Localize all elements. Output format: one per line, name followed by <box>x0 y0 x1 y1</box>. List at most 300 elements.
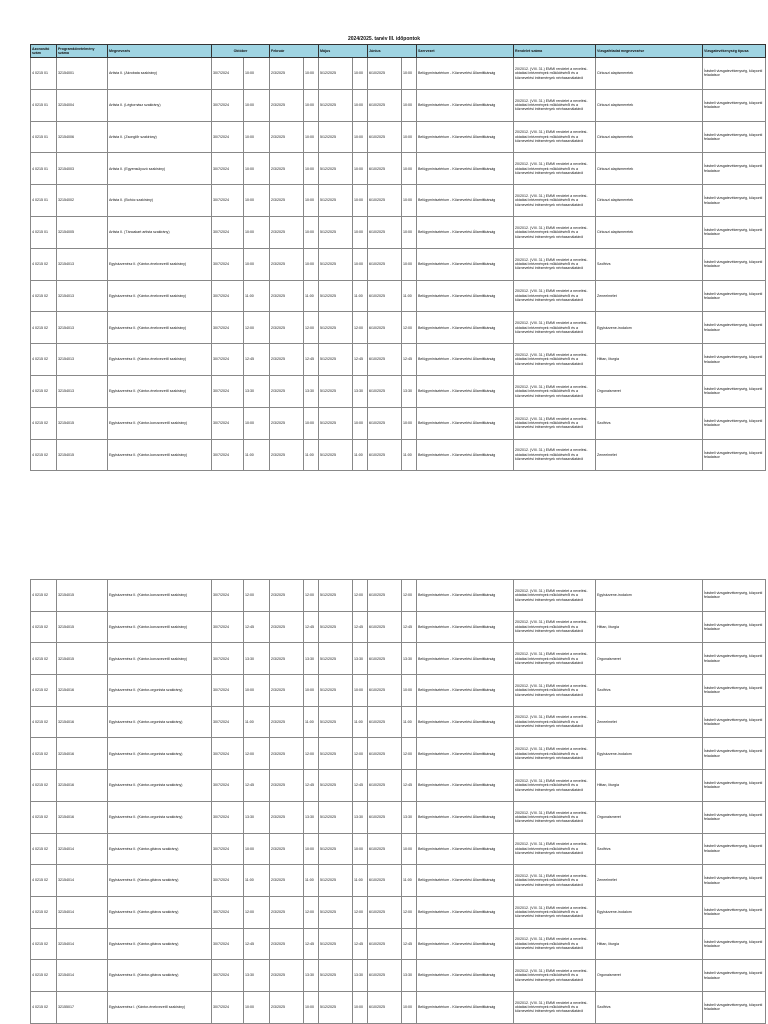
cell-szervezet: Belügyminisztérium - Köznevelési Államtitkárság <box>417 738 514 770</box>
cell-megnevezes: Egyházzenész II. (Kántor-korusvezető szakirány) <box>108 611 212 643</box>
cell-junius-time: 10:00 <box>402 991 417 1023</box>
cell-majus-date: 5/12/2025 <box>319 738 353 770</box>
cell-oktober-time: 10:00 <box>244 248 270 280</box>
cell-februar-date: 2/3/2025 <box>270 185 304 217</box>
cell-junius-time: 13:30 <box>402 643 417 675</box>
cell-programkovetelmeny: 32154016 <box>57 801 108 833</box>
cell-februar-time: 10:00 <box>304 833 319 865</box>
cell-oktober-date: 30/7/2024 <box>212 928 244 960</box>
cell-majus-time: 11:00 <box>353 865 368 897</box>
cell-azonosito: 4 0215 02 <box>31 706 57 738</box>
cell-programkovetelmeny: 32154005 <box>57 216 108 248</box>
cell-majus-date: 5/12/2025 <box>319 706 353 738</box>
cell-vizsgafeladat: Szolfézs <box>596 248 703 280</box>
cell-programkovetelmeny: 32154006 <box>57 121 108 153</box>
cell-majus-time: 10:00 <box>353 248 368 280</box>
cell-szervezet: Belügyminisztérium - Köznevelési Államtitkárság <box>417 770 514 802</box>
cell-szervezet: Belügyminisztérium - Köznevelési Államtitkárság <box>417 675 514 707</box>
cell-megnevezes: Artista II. (Zsonglőr szakirány) <box>108 121 212 153</box>
cell-februar-date: 2/3/2025 <box>270 801 304 833</box>
cell-oktober-time: 12:45 <box>244 770 270 802</box>
cell-programkovetelmeny: 32154013 <box>57 312 108 344</box>
cell-vizsgafeladat: Szolfézs <box>596 833 703 865</box>
cell-majus-time: 10:00 <box>353 991 368 1023</box>
cell-azonosito: 4 0215 02 <box>31 738 57 770</box>
cell-oktober-date: 30/7/2024 <box>212 89 244 121</box>
page-title: 2024/2025. tanév III. időpontok <box>348 36 420 42</box>
cell-februar-date: 2/3/2025 <box>270 248 304 280</box>
cell-programkovetelmeny: 32154002 <box>57 185 108 217</box>
table-row <box>31 960 766 992</box>
cell-februar-date: 2/3/2025 <box>270 216 304 248</box>
cell-vizsgafeladat: Hittan, liturgia <box>596 928 703 960</box>
cell-megnevezes: Egyházzenész II. (Kántor-gitáros szakirány) <box>108 833 212 865</box>
cell-megnevezes: Egyházzenész II. (Kántor-énekvezető szakirány) <box>108 344 212 376</box>
cell-azonosito: 4 0215 02 <box>31 375 57 407</box>
table-row <box>31 375 766 407</box>
cell-programkovetelmeny: 32154004 <box>57 89 108 121</box>
cell-oktober-date: 30/7/2024 <box>212 896 244 928</box>
cell-oktober-time: 10:00 <box>244 407 270 439</box>
cell-majus-time: 10:00 <box>353 153 368 185</box>
cell-junius-date: 6/10/2025 <box>368 280 402 312</box>
table-row <box>31 248 766 280</box>
cell-junius-date: 6/10/2025 <box>368 439 402 471</box>
cell-majus-date: 5/12/2025 <box>319 58 353 90</box>
cell-rendelet: 20/2012. (VIII. 31.) EMMI rendelet a nevelési-oktatási intézmények működéséről és a köznevelési intézmények névhasználatáról <box>514 833 596 865</box>
cell-vizsgafeladat: Szolfézs <box>596 991 703 1023</box>
cell-rendelet: 20/2012. (VIII. 31.) EMMI rendelet a nevelési-oktatási intézmények működéséről és a köznevelési intézmények névhasználatáról <box>514 312 596 344</box>
cell-programkovetelmeny: 32154014 <box>57 833 108 865</box>
cell-vizsgafeladat: Szolfézs <box>596 675 703 707</box>
cell-junius-time: 12:00 <box>402 580 417 612</box>
cell-junius-time: 10:00 <box>402 89 417 121</box>
cell-rendelet: 20/2012. (VIII. 31.) EMMI rendelet a nevelési-oktatási intézmények működéséről és a köznevelési intézmények névhasználatáról <box>514 407 596 439</box>
cell-majus-date: 5/12/2025 <box>319 801 353 833</box>
cell-vizsgafeladat: Cirkuszi alapismeretek <box>596 89 703 121</box>
cell-februar-date: 2/3/2025 <box>270 375 304 407</box>
cell-majus-date: 5/12/2025 <box>319 611 353 643</box>
cell-rendelet: 20/2012. (VIII. 31.) EMMI rendelet a nevelési-oktatási intézmények működéséről és a köznevelési intézmények névhasználatáról <box>514 706 596 738</box>
cell-februar-date: 2/3/2025 <box>270 611 304 643</box>
cell-vizsgafeladat: Zeneelmélet <box>596 706 703 738</box>
cell-majus-date: 5/12/2025 <box>319 280 353 312</box>
cell-vizsgafeladat: Zeneelmélet <box>596 280 703 312</box>
exam-schedule-table-continued <box>30 579 766 1024</box>
cell-szervezet: Belügyminisztérium - Köznevelési Államtitkárság <box>417 344 514 376</box>
cell-vizsgatevekenyseg: Írásbeli vizsgatevékenység, központi feladatsor <box>703 375 766 407</box>
cell-vizsgafeladat: Orgonaismeret <box>596 643 703 675</box>
cell-oktober-date: 30/7/2024 <box>212 865 244 897</box>
cell-majus-time: 12:45 <box>353 770 368 802</box>
cell-oktober-time: 12:00 <box>244 896 270 928</box>
cell-februar-time: 12:00 <box>304 580 319 612</box>
cell-szervezet: Belügyminisztérium - Köznevelési Államtitkárság <box>417 865 514 897</box>
cell-junius-date: 6/10/2025 <box>368 216 402 248</box>
cell-azonosito: 4 0215 02 <box>31 960 57 992</box>
cell-programkovetelmeny: 32154013 <box>57 280 108 312</box>
cell-oktober-date: 30/7/2024 <box>212 121 244 153</box>
cell-februar-date: 2/3/2025 <box>270 312 304 344</box>
cell-oktober-date: 30/7/2024 <box>212 248 244 280</box>
cell-februar-time: 10:00 <box>304 121 319 153</box>
cell-oktober-time: 10:00 <box>244 185 270 217</box>
cell-junius-time: 11:00 <box>402 706 417 738</box>
cell-junius-time: 13:30 <box>402 960 417 992</box>
table-row <box>31 801 766 833</box>
header-majus: Május <box>319 45 368 58</box>
cell-vizsgafeladat: Egyházzene-irodalom <box>596 312 703 344</box>
exam-schedule-table <box>30 44 766 471</box>
cell-februar-date: 2/3/2025 <box>270 89 304 121</box>
cell-oktober-time: 10:00 <box>244 216 270 248</box>
cell-programkovetelmeny: 32154015 <box>57 407 108 439</box>
cell-majus-time: 10:00 <box>353 185 368 217</box>
cell-junius-date: 6/10/2025 <box>368 801 402 833</box>
cell-rendelet: 20/2012. (VIII. 31.) EMMI rendelet a nevelési-oktatási intézmények működéséről és a köznevelési intézmények névhasználatáról <box>514 991 596 1023</box>
cell-megnevezes: Egyházzenész II. (Kántor-korusvezető szakirány) <box>108 407 212 439</box>
cell-oktober-date: 30/7/2024 <box>212 675 244 707</box>
cell-vizsgatevekenyseg: Írásbeli vizsgatevékenység, központi feladatsor <box>703 153 766 185</box>
cell-junius-time: 10:00 <box>402 185 417 217</box>
cell-azonosito: 4 0215 02 <box>31 312 57 344</box>
cell-megnevezes: Egyházzenész II. (Kántor-orgonista szakirány) <box>108 738 212 770</box>
cell-junius-date: 6/10/2025 <box>368 770 402 802</box>
cell-oktober-date: 30/7/2024 <box>212 312 244 344</box>
cell-oktober-time: 12:45 <box>244 928 270 960</box>
cell-junius-time: 10:00 <box>402 58 417 90</box>
cell-majus-date: 5/12/2025 <box>319 928 353 960</box>
cell-majus-date: 5/12/2025 <box>319 121 353 153</box>
cell-junius-time: 12:00 <box>402 312 417 344</box>
table-body <box>31 58 766 471</box>
cell-majus-date: 5/12/2025 <box>319 216 353 248</box>
cell-szervezet: Belügyminisztérium - Köznevelési Államtitkárság <box>417 896 514 928</box>
cell-megnevezes: Egyházzenész II. (Kántor-gitáros szakirány) <box>108 865 212 897</box>
cell-junius-time: 11:00 <box>402 280 417 312</box>
cell-vizsgafeladat: Orgonaismeret <box>596 960 703 992</box>
table-header-row <box>31 45 766 58</box>
cell-oktober-date: 30/7/2024 <box>212 643 244 675</box>
header-rendelet: Rendelet száma <box>514 45 596 58</box>
cell-rendelet: 20/2012. (VIII. 31.) EMMI rendelet a nevelési-oktatási intézmények működéséről és a köznevelési intézmények névhasználatáról <box>514 89 596 121</box>
cell-oktober-date: 30/7/2024 <box>212 280 244 312</box>
cell-majus-date: 5/12/2025 <box>319 153 353 185</box>
cell-megnevezes: Egyházzenész II. (Kántor-gitáros szakirány) <box>108 960 212 992</box>
cell-oktober-time: 12:45 <box>244 611 270 643</box>
cell-februar-time: 10:00 <box>304 407 319 439</box>
cell-szervezet: Belügyminisztérium - Köznevelési Államtitkárság <box>417 991 514 1023</box>
cell-vizsgafeladat: Cirkuszi alapismeretek <box>596 185 703 217</box>
cell-oktober-time: 13:30 <box>244 801 270 833</box>
cell-februar-time: 12:00 <box>304 738 319 770</box>
cell-majus-time: 11:00 <box>353 280 368 312</box>
header-oktober: Október <box>212 45 270 58</box>
cell-megnevezes: Egyházzenész II. (Kántor-gitáros szakirány) <box>108 928 212 960</box>
cell-vizsgatevekenyseg: Írásbeli vizsgatevékenység, központi feladatsor <box>703 801 766 833</box>
cell-majus-date: 5/12/2025 <box>319 865 353 897</box>
cell-azonosito: 4 0215 01 <box>31 153 57 185</box>
cell-februar-date: 2/3/2025 <box>270 991 304 1023</box>
cell-februar-date: 2/3/2025 <box>270 960 304 992</box>
cell-februar-time: 11:00 <box>304 280 319 312</box>
cell-oktober-time: 13:30 <box>244 375 270 407</box>
cell-programkovetelmeny: 32154015 <box>57 580 108 612</box>
cell-vizsgatevekenyseg: Írásbeli vizsgatevékenység, központi feladatsor <box>703 611 766 643</box>
cell-azonosito: 4 0215 02 <box>31 280 57 312</box>
cell-azonosito: 4 0215 02 <box>31 611 57 643</box>
cell-februar-time: 11:00 <box>304 439 319 471</box>
cell-megnevezes: Egyházzenész II. (Kántor-énekvezető szakirány) <box>108 248 212 280</box>
table-row <box>31 675 766 707</box>
cell-vizsgatevekenyseg: Írásbeli vizsgatevékenység, központi feladatsor <box>703 407 766 439</box>
cell-majus-time: 12:00 <box>353 738 368 770</box>
cell-rendelet: 20/2012. (VIII. 31.) EMMI rendelet a nevelési-oktatási intézmények működéséről és a köznevelési intézmények névhasználatáról <box>514 801 596 833</box>
cell-azonosito: 4 0215 02 <box>31 675 57 707</box>
cell-rendelet: 20/2012. (VIII. 31.) EMMI rendelet a nevelési-oktatási intézmények működéséről és a köznevelési intézmények névhasználatáról <box>514 896 596 928</box>
cell-majus-time: 10:00 <box>353 833 368 865</box>
table-row <box>31 185 766 217</box>
cell-junius-date: 6/10/2025 <box>368 991 402 1023</box>
cell-megnevezes: Artista II. (Légtornász szakirány) <box>108 89 212 121</box>
cell-majus-date: 5/12/2025 <box>319 770 353 802</box>
table-row <box>31 896 766 928</box>
cell-junius-date: 6/10/2025 <box>368 89 402 121</box>
cell-azonosito: 4 0215 02 <box>31 833 57 865</box>
cell-februar-date: 2/3/2025 <box>270 928 304 960</box>
cell-vizsgatevekenyseg: Írásbeli vizsgatevékenység, központi feladatsor <box>703 248 766 280</box>
cell-megnevezes: Egyházzenész II. (Kántor-énekvezető szakirány) <box>108 312 212 344</box>
cell-vizsgatevekenyseg: Írásbeli vizsgatevékenység, központi feladatsor <box>703 580 766 612</box>
cell-szervezet: Belügyminisztérium - Köznevelési Államtitkárság <box>417 439 514 471</box>
table-row <box>31 643 766 675</box>
header-februar: Február <box>270 45 319 58</box>
cell-februar-time: 10:00 <box>304 58 319 90</box>
cell-szervezet: Belügyminisztérium - Köznevelési Államtitkárság <box>417 58 514 90</box>
cell-azonosito: 4 0215 01 <box>31 121 57 153</box>
cell-majus-time: 12:00 <box>353 312 368 344</box>
cell-junius-date: 6/10/2025 <box>368 375 402 407</box>
cell-azonosito: 4 0215 02 <box>31 580 57 612</box>
cell-februar-date: 2/3/2025 <box>270 153 304 185</box>
header-vizsgafeladat: Vizsgafeladat megnevezése <box>596 45 703 58</box>
cell-oktober-time: 10:00 <box>244 121 270 153</box>
table-row <box>31 706 766 738</box>
cell-junius-date: 6/10/2025 <box>368 675 402 707</box>
cell-junius-time: 10:00 <box>402 833 417 865</box>
cell-azonosito: 4 0215 02 <box>31 896 57 928</box>
cell-junius-time: 13:30 <box>402 801 417 833</box>
cell-vizsgatevekenyseg: Írásbeli vizsgatevékenység, központi feladatsor <box>703 960 766 992</box>
cell-majus-date: 5/12/2025 <box>319 580 353 612</box>
cell-megnevezes: Egyházzenész II. (Kántor-korusvezető szakirány) <box>108 439 212 471</box>
cell-azonosito: 4 0215 02 <box>31 991 57 1023</box>
cell-junius-date: 6/10/2025 <box>368 611 402 643</box>
table-row <box>31 89 766 121</box>
cell-programkovetelmeny: 32154013 <box>57 248 108 280</box>
header-szervezet: Szervezet <box>417 45 514 58</box>
cell-oktober-date: 30/7/2024 <box>212 738 244 770</box>
cell-megnevezes: Egyházzenész II. (Kántor-orgonista szakirány) <box>108 770 212 802</box>
cell-programkovetelmeny: 32155017 <box>57 991 108 1023</box>
cell-majus-time: 12:45 <box>353 611 368 643</box>
cell-februar-time: 13:30 <box>304 643 319 675</box>
cell-februar-time: 12:45 <box>304 928 319 960</box>
cell-vizsgatevekenyseg: Írásbeli vizsgatevékenység, központi feladatsor <box>703 706 766 738</box>
cell-junius-date: 6/10/2025 <box>368 706 402 738</box>
cell-szervezet: Belügyminisztérium - Köznevelési Államtitkárság <box>417 580 514 612</box>
cell-azonosito: 4 0215 01 <box>31 89 57 121</box>
cell-junius-time: 10:00 <box>402 675 417 707</box>
cell-megnevezes: Artista II. (Táncakart artista szakirány) <box>108 216 212 248</box>
cell-vizsgatevekenyseg: Írásbeli vizsgatevékenység, központi feladatsor <box>703 675 766 707</box>
cell-azonosito: 4 0215 02 <box>31 643 57 675</box>
cell-szervezet: Belügyminisztérium - Köznevelési Államtitkárság <box>417 960 514 992</box>
cell-vizsgatevekenyseg: Írásbeli vizsgatevékenység, központi feladatsor <box>703 865 766 897</box>
cell-rendelet: 20/2012. (VIII. 31.) EMMI rendelet a nevelési-oktatási intézmények működéséről és a köznevelési intézmények névhasználatáról <box>514 675 596 707</box>
header-programkovetelmeny: Programkövetelmény száma <box>57 45 108 58</box>
cell-februar-date: 2/3/2025 <box>270 833 304 865</box>
cell-majus-date: 5/12/2025 <box>319 185 353 217</box>
cell-oktober-date: 30/7/2024 <box>212 344 244 376</box>
cell-februar-time: 12:45 <box>304 770 319 802</box>
cell-februar-time: 10:00 <box>304 185 319 217</box>
cell-rendelet: 20/2012. (VIII. 31.) EMMI rendelet a nevelési-oktatási intézmények működéséről és a köznevelési intézmények névhasználatáról <box>514 185 596 217</box>
cell-junius-date: 6/10/2025 <box>368 407 402 439</box>
cell-februar-date: 2/3/2025 <box>270 738 304 770</box>
cell-oktober-date: 30/7/2024 <box>212 706 244 738</box>
cell-junius-time: 12:45 <box>402 928 417 960</box>
table-row <box>31 344 766 376</box>
cell-februar-time: 12:00 <box>304 896 319 928</box>
cell-rendelet: 20/2012. (VIII. 31.) EMMI rendelet a nevelési-oktatási intézmények működéséről és a köznevelési intézmények névhasználatáról <box>514 439 596 471</box>
cell-vizsgatevekenyseg: Írásbeli vizsgatevékenység, központi feladatsor <box>703 928 766 960</box>
cell-junius-time: 11:00 <box>402 439 417 471</box>
cell-megnevezes: Artista II. (Egyensúlyozó szakirány) <box>108 153 212 185</box>
cell-szervezet: Belügyminisztérium - Köznevelési Államtitkárság <box>417 216 514 248</box>
cell-majus-date: 5/12/2025 <box>319 248 353 280</box>
cell-szervezet: Belügyminisztérium - Köznevelési Államtitkárság <box>417 280 514 312</box>
cell-februar-time: 10:00 <box>304 991 319 1023</box>
cell-szervezet: Belügyminisztérium - Köznevelési Államtitkárság <box>417 375 514 407</box>
cell-vizsgatevekenyseg: Írásbeli vizsgatevékenység, központi feladatsor <box>703 770 766 802</box>
cell-vizsgafeladat: Cirkuszi alapismeretek <box>596 153 703 185</box>
cell-majus-time: 10:00 <box>353 121 368 153</box>
cell-szervezet: Belügyminisztérium - Köznevelési Államtitkárság <box>417 643 514 675</box>
cell-junius-date: 6/10/2025 <box>368 121 402 153</box>
cell-februar-date: 2/3/2025 <box>270 643 304 675</box>
cell-azonosito: 4 0215 02 <box>31 801 57 833</box>
cell-junius-time: 10:00 <box>402 153 417 185</box>
cell-programkovetelmeny: 32154013 <box>57 344 108 376</box>
cell-szervezet: Belügyminisztérium - Köznevelési Államtitkárság <box>417 801 514 833</box>
cell-junius-time: 10:00 <box>402 248 417 280</box>
cell-oktober-date: 30/7/2024 <box>212 407 244 439</box>
cell-programkovetelmeny: 32154014 <box>57 896 108 928</box>
cell-vizsgatevekenyseg: Írásbeli vizsgatevékenység, központi feladatsor <box>703 280 766 312</box>
table-row <box>31 865 766 897</box>
cell-majus-date: 5/12/2025 <box>319 960 353 992</box>
cell-junius-time: 12:00 <box>402 896 417 928</box>
cell-szervezet: Belügyminisztérium - Köznevelési Államtitkárság <box>417 611 514 643</box>
cell-rendelet: 20/2012. (VIII. 31.) EMMI rendelet a nevelési-oktatási intézmények működéséről és a köznevelési intézmények névhasználatáról <box>514 580 596 612</box>
cell-azonosito: 4 0215 01 <box>31 58 57 90</box>
cell-azonosito: 4 0215 02 <box>31 344 57 376</box>
cell-azonosito: 4 0215 02 <box>31 407 57 439</box>
cell-vizsgatevekenyseg: Írásbeli vizsgatevékenység, központi feladatsor <box>703 738 766 770</box>
cell-majus-time: 13:30 <box>353 960 368 992</box>
cell-oktober-time: 11:00 <box>244 706 270 738</box>
cell-oktober-date: 30/7/2024 <box>212 58 244 90</box>
cell-oktober-time: 12:00 <box>244 312 270 344</box>
table-row <box>31 312 766 344</box>
cell-februar-time: 10:00 <box>304 216 319 248</box>
table-row <box>31 991 766 1023</box>
cell-majus-date: 5/12/2025 <box>319 312 353 344</box>
cell-majus-time: 10:00 <box>353 675 368 707</box>
cell-majus-time: 10:00 <box>353 407 368 439</box>
cell-oktober-date: 30/7/2024 <box>212 185 244 217</box>
cell-februar-time: 10:00 <box>304 675 319 707</box>
cell-oktober-date: 30/7/2024 <box>212 770 244 802</box>
cell-szervezet: Belügyminisztérium - Köznevelési Államtitkárság <box>417 706 514 738</box>
cell-oktober-date: 30/7/2024 <box>212 991 244 1023</box>
cell-junius-time: 12:45 <box>402 611 417 643</box>
cell-vizsgafeladat: Zeneelmélet <box>596 865 703 897</box>
cell-majus-date: 5/12/2025 <box>319 375 353 407</box>
cell-junius-date: 6/10/2025 <box>368 643 402 675</box>
cell-programkovetelmeny: 32154001 <box>57 58 108 90</box>
cell-rendelet: 20/2012. (VIII. 31.) EMMI rendelet a nevelési-oktatási intézmények működéséről és a köznevelési intézmények névhasználatáról <box>514 153 596 185</box>
cell-programkovetelmeny: 32154014 <box>57 960 108 992</box>
cell-programkovetelmeny: 32154015 <box>57 439 108 471</box>
cell-majus-time: 12:00 <box>353 896 368 928</box>
cell-vizsgafeladat: Cirkuszi alapismeretek <box>596 216 703 248</box>
cell-februar-date: 2/3/2025 <box>270 706 304 738</box>
cell-programkovetelmeny: 32154016 <box>57 770 108 802</box>
table-row <box>31 439 766 471</box>
cell-rendelet: 20/2012. (VIII. 31.) EMMI rendelet a nevelési-oktatási intézmények működéséről és a köznevelési intézmények névhasználatáról <box>514 611 596 643</box>
cell-vizsgafeladat: Cirkuszi alapismeretek <box>596 121 703 153</box>
cell-junius-date: 6/10/2025 <box>368 58 402 90</box>
table-row <box>31 770 766 802</box>
cell-oktober-time: 10:00 <box>244 89 270 121</box>
cell-junius-date: 6/10/2025 <box>368 960 402 992</box>
cell-programkovetelmeny: 32154016 <box>57 675 108 707</box>
cell-februar-date: 2/3/2025 <box>270 407 304 439</box>
cell-szervezet: Belügyminisztérium - Köznevelési Államtitkárság <box>417 185 514 217</box>
cell-junius-date: 6/10/2025 <box>368 248 402 280</box>
table-row <box>31 216 766 248</box>
cell-februar-date: 2/3/2025 <box>270 896 304 928</box>
cell-oktober-time: 10:00 <box>244 833 270 865</box>
cell-oktober-date: 30/7/2024 <box>212 375 244 407</box>
cell-programkovetelmeny: 32154014 <box>57 928 108 960</box>
cell-rendelet: 20/2012. (VIII. 31.) EMMI rendelet a nevelési-oktatási intézmények működéséről és a köznevelési intézmények névhasználatáról <box>514 216 596 248</box>
cell-programkovetelmeny: 32154016 <box>57 738 108 770</box>
cell-junius-date: 6/10/2025 <box>368 865 402 897</box>
cell-oktober-time: 12:00 <box>244 580 270 612</box>
table-row <box>31 928 766 960</box>
cell-szervezet: Belügyminisztérium - Köznevelési Államtitkárság <box>417 407 514 439</box>
cell-vizsgafeladat: Hittan, liturgia <box>596 344 703 376</box>
cell-februar-date: 2/3/2025 <box>270 580 304 612</box>
cell-junius-date: 6/10/2025 <box>368 580 402 612</box>
cell-oktober-date: 30/7/2024 <box>212 439 244 471</box>
cell-junius-time: 12:45 <box>402 770 417 802</box>
cell-majus-date: 5/12/2025 <box>319 344 353 376</box>
cell-rendelet: 20/2012. (VIII. 31.) EMMI rendelet a nevelési-oktatási intézmények működéséről és a köznevelési intézmények névhasználatáról <box>514 121 596 153</box>
